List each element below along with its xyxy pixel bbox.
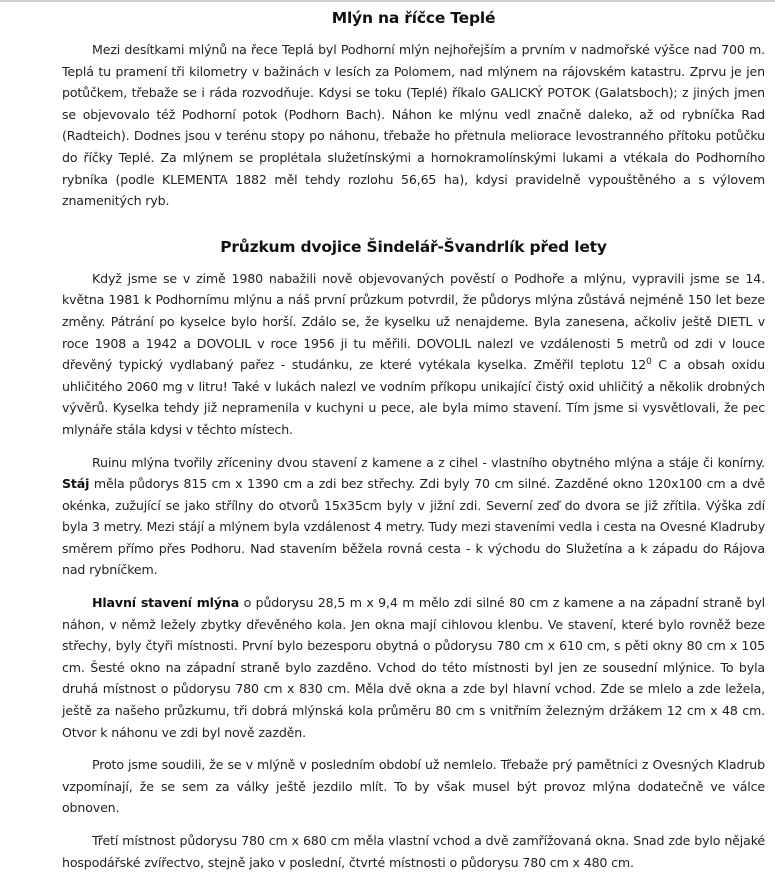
bold-term-main-building: Hlavní stavení mlýna (92, 595, 240, 611)
paragraph-ruin-stable (62, 452, 765, 582)
paragraph-main-mill-building (62, 592, 765, 743)
paragraph-third-room: Třetí místnost půdorysu 780 cm x 680 cm měla vlastní vchod a dvě zamřížovaná okna. Snad zde bylo nějaké hospodářské zvířectvo, stejně jako v poslední, čtvrté místnosti o půdorysu 780 cm x 480 cm. (62, 833, 765, 870)
paragraph-milling-conclusion: Proto jsme soudili, že se v mlýně v posledním období už nemlelo. Třebaže prý pamětníci z Ovesných Kladrub vzpomínají, že se sem za války ještě jezdilo mlít. To by však musel být provoz mlýna dodatečně ve válce obnoven. (62, 757, 765, 816)
paragraph-text: Ruinu mlýna tvořily zříceniny dvou stavení z kamene a z cihel - vlastního obytného mlýna a stáje či konírny. (92, 454, 765, 470)
paragraph-text: C a obsah oxidu uhličitého 2060 mg v litru! Také v lukách nalezl ve vodním příkopu unikající čistý oxid uhličitý a několik drobných vývěrů. Kyselka tehdy již nepramenila v kuchyni u pece, ale byla mimo stavení. Tím jsme si vysvětlovali, že pec mlynáře stála kdysi v těchto místech. (62, 357, 765, 437)
paragraph-mill-location: Mezi desítkami mlýnů na řece Teplá byl Podhorní mlýn nejhořejším a prvním v nadmořské výšce nad 700 m. Teplá tu pramení tři kilometry v bažinách v lesích za Polomem, nad mlýnem na rájovském katastru. Zprvu je jen potůčkem, třebaže se i ráda rozvodňuje. Kdysi se toku (Teplé) říkalo GALICKÝ POTOK (Galatsboch); z jiných jmen se objevovalo též Podhorní potok (Podhorn Bach). Náhon ke mlýnu vedl značně daleko, až od rybníčka Rad (Radteich). Dodnes jsou v terénu stopy po náhonu, třebaže ho přetnula meliorace levostranného přítoku potůčku do říčky Teplé. Za mlýnem se proplétala služetínskými a hornokramolínskými lukami a vtékala do Podhorního rybníka (podle KLEMENTA 1882 měl tehdy rozlohu 56,65 ha), kdysi pravidelně vypouštěného a s výlovem znamenitých ryb. (62, 42, 765, 209)
bold-term-stable: Stáj (62, 476, 90, 492)
paragraph-text: o půdorysu 28,5 m x 9,4 m mělo zdi silné 80 cm z kamene a na západní straně byl náhon, v němž ležely zbytky dřevěného kola. Jen okna mají cihlovou klenbu. Ve stavení, které bylo rovněž beze střechy, byly čtyři místnosti. První bylo bezesporu obytná o půdorysu 780 cm x 610 cm, s pěti okny 80 cm x 105 cm. Šesté okno na západní straně bylo zazděno. Vchod do této místnosti byl jen ze sousední mlýnice. To byla druhá místnost o půdorysu 780 cm x 830 cm. Měla dvě okna a zde byl hlavní vchod. Zde se mlelo a zde ležela, ještě za našeho průzkumu, tři dobrá mlýnská kola průměru 80 cm s vnitřním železným držákem 12 cm x 48 cm. Otvor k náhonu ve zdi byl nově zazděn. (62, 595, 765, 740)
section-title-survey: Průzkum dvojice Šindelář-Švandrlík před lety (220, 237, 607, 256)
paragraph-survey-acidulous-spring (62, 268, 765, 441)
paragraph-text: měla půdorys 815 cm x 1390 cm a zdi bez střechy. Zdi byly 70 cm silné. Zazděné okno 120x100 cm a dvě okénka, zužující se jako střílny do otvorů 15x35cm byly v jižní zdi. Severní zeď do dvora se již zřítila. Výška zdí byla 3 metry. Mezi stájí a mlýnem byla vzdálenost 4 metry. Tudy mezi staveními vedla i cesta na Ovesné Kladruby směrem přímo přes Podhoru. Nad stavením běžela rovná cesta - k východu do Služetína a k západu do Rájova nad rybníčkem. (62, 476, 765, 578)
paragraph-text: Když jsme se v zimě 1980 nabažili nově objevovaných pověstí o Podhoře a mlýnu, vypravili jsme se 14. května 1981 k Podhornímu mlýnu a náš první průzkum potvrdil, že půdorys mlýna zůstává nejméně 150 let beze změny. Pátrání po kyselce bylo horší. Zdálo se, že kyselku už nenajdeme. Byla zanesena, ačkoliv ještě DIETL v roce 1908 a 1942 a DOVOLIL v roce 1956 ji tu měřili. DOVOLIL nalezl ve vzdálenosti 5 metrů od zdi v louce dřevěný typický vydlabaný pařez - studánku, ze které vytékala kyselka. Změřil teplotu 12 (62, 270, 765, 373)
section-title-mill-on-tepla: Mlýn na říčce Teplé (331, 9, 496, 27)
article (62, 2, 765, 884)
superscript-degree: 0 (646, 356, 652, 367)
